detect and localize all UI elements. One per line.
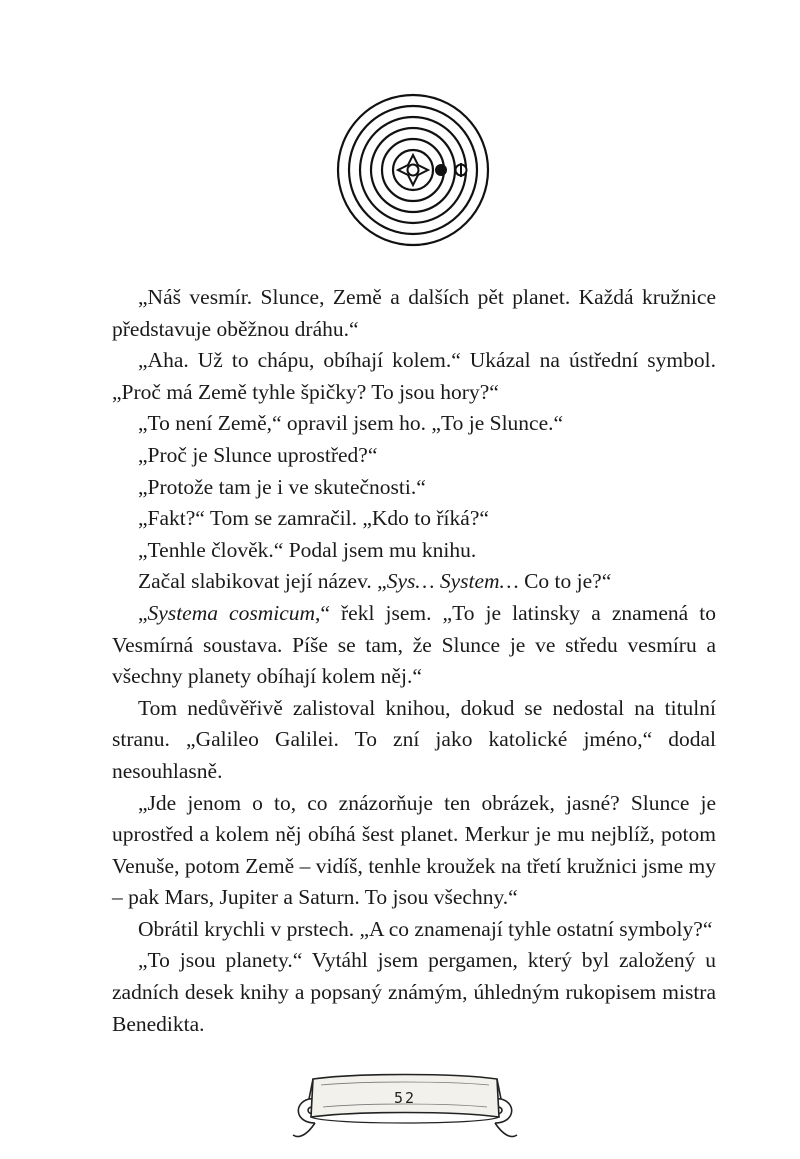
paragraph-text: „Jde jenom o to, co znázorňuje ten obrázek, jasné? Slunce je uprostřed a kolem něj obíhá šest planet. Merkur je mu nejblíž, potom Venuše, potom Země – vidíš, tenhle kroužek na třetí kružnici jsme my – pak Mars, Jupiter a Saturn. To jsou všechny.“ [112,790,716,910]
paragraph-text: „Fakt?“ Tom se zamračil. „Kdo to říká?“ [138,506,489,531]
paragraph [112,566,716,598]
paragraph-text: Co to je?“ [518,569,612,594]
paragraph [112,914,716,946]
body-text [112,282,716,1040]
page-number: 52 [393,1089,417,1107]
paragraph [112,693,716,788]
paragraph [112,440,716,472]
italic-text: Systema cosmicum [147,600,316,625]
paragraph-text: „Proč je Slunce uprostřed?“ [138,442,378,467]
paragraph [112,282,716,345]
solar-system-diagram [336,93,490,247]
paragraph-text: Začal slabikovat její název. „ [138,569,387,594]
paragraph [112,472,716,504]
paragraph-text: „Protože tam je i ve skutečnosti.“ [138,474,426,499]
venus-icon [456,163,467,177]
sun-icon [398,155,428,185]
paragraph-text: „Tenhle člověk.“ Podal jsem mu knihu. [138,537,477,562]
paragraph-text: „To jsou planety.“ Vytáhl jsem pergamen, který byl založený u zadních desek knihy a popsaný známým, úhledným rukopisem mistra Benedikta. [112,948,716,1036]
paragraph [112,945,716,1040]
paragraph [112,788,716,914]
paragraph-text: Obrátil krychli v prstech. „A co znamenají tyhle ostatní symboly?“ [138,916,713,941]
paragraph-text: „To není Země,“ opravil jsem ho. „To je Slunce.“ [138,411,564,436]
italic-text: Sys… System… [386,569,519,594]
page-footer [285,1065,525,1145]
paragraph-text: „Náš vesmír. Slunce, Země a dalších pět planet. Každá kružnice představuje oběžnou dráhu.“ [112,285,716,341]
paragraph [112,408,716,440]
paragraph [112,503,716,535]
paragraph-text: „ [138,600,148,625]
paragraph-text: Tom nedůvěřivě zalistoval knihou, dokud se nedostal na titulní stranu. „Galileo Galilei. To zní jako katolické jméno,“ dodal nesouhlasně. [112,695,716,783]
paragraph [112,535,716,567]
paragraph-text: ,“ řekl jsem. „To je latinsky a znamená to Vesmírná soustava. Píše se tam, že Slunce je ve středu vesmíru a všechny planety obíhají kolem něj.“ [112,600,716,689]
paragraph [112,345,716,408]
paragraph [112,598,716,693]
mercury-icon [435,164,447,176]
orbit-rings [336,93,490,247]
paragraph-text: „Aha. Už to chápu, obíhají kolem.“ Ukázal na ústřední symbol. „Proč má Země tyhle špičky? To jsou hory?“ [112,348,716,404]
